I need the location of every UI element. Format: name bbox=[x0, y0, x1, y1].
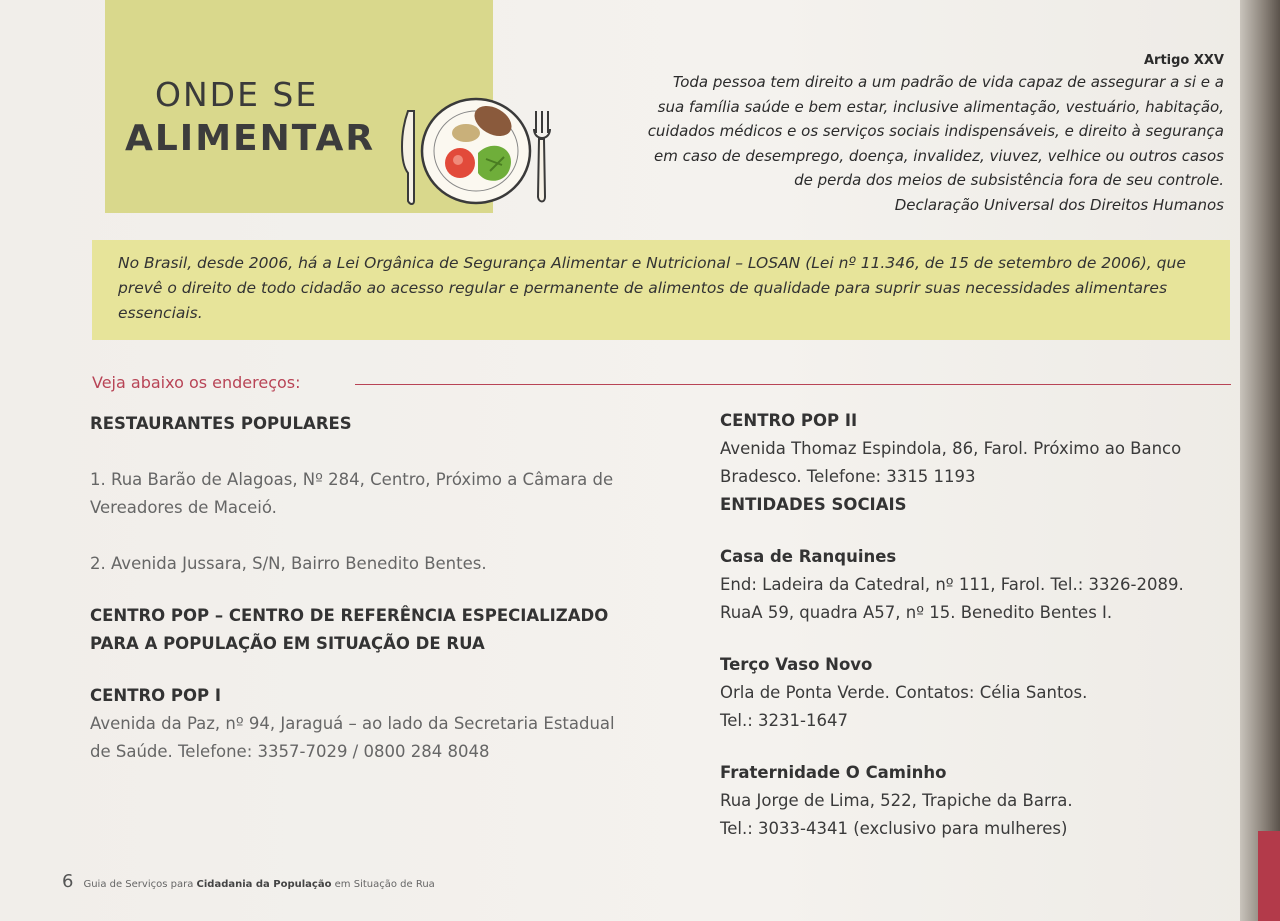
addresses-intro: Veja abaixo os endereços: bbox=[92, 373, 301, 392]
plate-with-fork-and-knife-icon bbox=[398, 93, 556, 208]
page-number: 6 bbox=[62, 871, 74, 892]
divider bbox=[355, 384, 1231, 385]
fraternidade-line: Tel.: 3033-4341 (exclusivo para mulheres) bbox=[720, 819, 1068, 838]
terco-vaso-novo-line: Tel.: 3231-1647 bbox=[720, 711, 848, 730]
losan-highlight-box bbox=[92, 240, 1230, 340]
centro-pop-2-heading: CENTRO POP II bbox=[720, 411, 858, 430]
page-footer bbox=[62, 871, 435, 892]
article-line: em caso de desemprego, doença, invalidez, viuvez, velhice ou outros casos bbox=[654, 146, 1224, 165]
article-line: cuidados médicos e os serviços sociais indispensáveis, e direito à segurança bbox=[647, 122, 1224, 140]
restaurant-address-1: 1. Rua Barão de Alagoas, Nº 284, Centro, Próximo a Câmara de Vereadores de Maceió. bbox=[90, 470, 614, 517]
footer-text-bold: Cidadania da População bbox=[196, 879, 332, 890]
restaurant-address-2: 2. Avenida Jussara, S/N, Bairro Benedito Bentes. bbox=[90, 554, 487, 573]
fraternidade-line: Rua Jorge de Lima, 522, Trapiche da Barra. bbox=[720, 791, 1073, 810]
page-edge bbox=[1240, 0, 1280, 921]
left-column bbox=[90, 410, 630, 766]
article-source: Declaração Universal dos Direitos Humanos bbox=[894, 195, 1224, 214]
footer-text-suffix: em Situação de Rua bbox=[331, 879, 435, 890]
casa-ranquines-line: End: Ladeira da Catedral, nº 111, Farol. Tel.: 3326-2089. bbox=[720, 575, 1184, 594]
fraternidade-heading: Fraternidade O Caminho bbox=[720, 763, 947, 782]
article-line: sua família saúde e bem estar, inclusive alimentação, vestuário, habitação, bbox=[657, 97, 1224, 116]
casa-ranquines-heading: Casa de Ranquines bbox=[720, 547, 897, 566]
centro-pop-1-heading: CENTRO POP I bbox=[90, 686, 222, 705]
article-line: Toda pessoa tem direito a um padrão de vida capaz de assegurar a si e a bbox=[672, 73, 1224, 91]
footer-text-prefix: Guia de Serviços para bbox=[83, 879, 197, 890]
restaurantes-heading: RESTAURANTES POPULARES bbox=[90, 414, 352, 433]
losan-text: No Brasil, desde 2006, há a Lei Orgânica de Segurança Alimentar e Nutricional – LOSAN (Lei nº 11.346, de 15 de setembro de 2006), que prevê o direito de todo cidadão ao acesso regular e permanente de alimentos de qualidade para suprir suas necessidades alimentares essenciais. bbox=[118, 254, 1186, 322]
page-title-line1: ONDE SE bbox=[155, 75, 319, 114]
right-column bbox=[720, 407, 1220, 843]
casa-ranquines-line: RuaA 59, quadra A57, nº 15. Benedito Bentes I. bbox=[720, 603, 1113, 622]
entidades-heading: ENTIDADES SOCIAIS bbox=[720, 495, 907, 514]
article-quote bbox=[604, 52, 1224, 217]
centro-pop-1-address: Avenida da Paz, nº 94, Jaraguá – ao lado da Secretaria Estadual de Saúde. Telefone: 3357-7029 / 0800 284 8048 bbox=[90, 714, 615, 761]
article-line: de perda dos meios de subsistência fora de seu controle. bbox=[794, 171, 1224, 189]
terco-vaso-novo-heading: Terço Vaso Novo bbox=[720, 655, 873, 674]
centro-pop-2-address: Avenida Thomaz Espindola, 86, Farol. Próximo ao Banco Bradesco. Telefone: 3315 1193 bbox=[720, 439, 1182, 486]
centro-pop-heading: CENTRO POP – CENTRO DE REFERÊNCIA ESPECIALIZADO PARA A POPULAÇÃO EM SITUAÇÃO DE RUA bbox=[90, 606, 609, 653]
page-title-line2: ALIMENTAR bbox=[125, 118, 376, 159]
terco-vaso-novo-line: Orla de Ponta Verde. Contatos: Célia Santos. bbox=[720, 683, 1088, 702]
article-heading: Artigo XXV bbox=[1143, 53, 1224, 68]
